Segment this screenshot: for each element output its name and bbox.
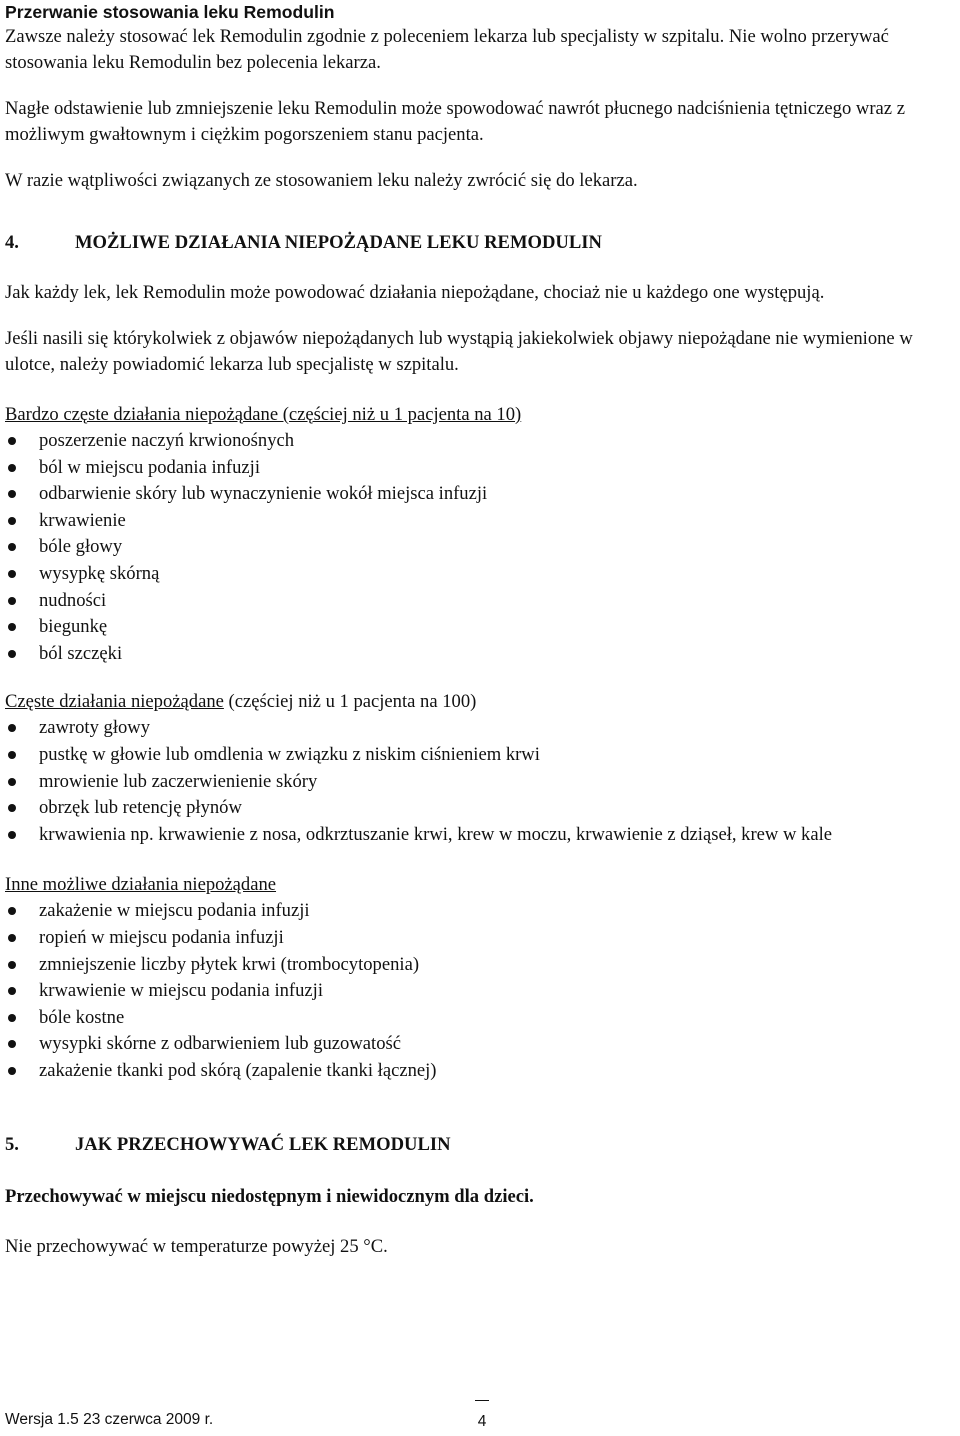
page-number-rule xyxy=(475,1400,489,1401)
list-item-text: obrzęk lub retencję płynów xyxy=(39,797,242,819)
section-5-title: JAK PRZECHOWYWAĆ LEK REMODULIN xyxy=(75,1134,451,1156)
section-4-paragraph-2: Jeśli nasili się którykolwiek z objawów niepożądanych lub wystąpią jakiekolwiek objawy niepożądane nie wymienione w ulotce, należy powiadomić lekarza lub specjalistę w szpitalu. xyxy=(5,328,913,375)
interruption-paragraph-1: Zawsze należy stosować lek Remodulin zgodnie z poleceniem lekarza lub specjalisty w szpitalu. Nie wolno przerywać stosowania leku Remodulin bez polecenia lekarza. xyxy=(5,26,889,73)
interruption-heading: Przerwanie stosowania leku Remodulin xyxy=(5,2,335,22)
list-item xyxy=(5,428,957,455)
bullet-icon xyxy=(8,751,16,759)
list-item-text: zawroty głowy xyxy=(39,717,151,739)
document-page xyxy=(5,0,957,1260)
bullet-icon xyxy=(8,778,16,786)
list-item-text: bóle kostne xyxy=(39,1006,125,1028)
list-item-text: wysypkę skórną xyxy=(39,562,160,584)
interruption-paragraph-2: Nagłe odstawienie lub zmniejszenie leku Remodulin może spowodować nawrót płucnego nadciśnienia tętniczego wraz z możliwym gwałtownym i ciężkim pogorszeniem stanu pacjenta. xyxy=(5,98,905,145)
list-item xyxy=(5,925,957,952)
list-item xyxy=(5,508,957,535)
section-4-heading xyxy=(5,230,957,256)
bullet-icon xyxy=(8,650,16,658)
bullet-icon xyxy=(8,1014,16,1022)
list-item xyxy=(5,715,957,742)
list-item-text: ból w miejscu podania infuzji xyxy=(39,456,261,478)
list-item xyxy=(5,481,957,508)
list-item xyxy=(5,1058,957,1085)
list-item xyxy=(5,1031,957,1058)
bullet-icon xyxy=(8,987,16,995)
bullet-icon xyxy=(8,623,16,631)
list-item-text: pustkę w głowie lub omdlenia w związku z niskim ciśnieniem krwi xyxy=(39,743,540,765)
list-item xyxy=(5,641,957,668)
bullet-icon xyxy=(8,437,16,445)
list-item-text: ból szczęki xyxy=(39,642,123,664)
list-item xyxy=(5,534,957,561)
list-item-text: krwawienie xyxy=(39,509,126,531)
interruption-paragraph-3: W razie wątpliwości związanych ze stosowaniem leku należy zwrócić się do lekarza. xyxy=(5,170,638,191)
list-item-text: zakażenie w miejscu podania infuzji xyxy=(39,900,310,922)
list-item xyxy=(5,588,957,615)
bullet-icon xyxy=(8,907,16,915)
bullet-icon xyxy=(8,961,16,969)
bullet-icon xyxy=(8,597,16,605)
section-5-paragraph: Nie przechowywać w temperaturze powyżej 25 °C. xyxy=(5,1236,388,1258)
common-list xyxy=(5,715,957,848)
list-item-text: wysypki skórne z odbarwieniem lub guzowatość xyxy=(39,1033,401,1055)
other-list xyxy=(5,898,957,1084)
list-item xyxy=(5,455,957,482)
list-item-text: biegunkę xyxy=(39,616,108,638)
bullet-icon xyxy=(8,1040,16,1048)
list-item xyxy=(5,1005,957,1032)
bullet-icon xyxy=(8,1067,16,1075)
common-label-underlined: Częste działania niepożądane xyxy=(5,691,224,713)
bullet-icon xyxy=(8,934,16,942)
common-label-rest: (częściej niż u 1 pacjenta na 100) xyxy=(223,691,477,713)
section-4-paragraph-1: Jak każdy lek, lek Remodulin może powodować działania niepożądane, chociaż nie u każdego one występują. xyxy=(5,282,825,303)
list-item-text: zakażenie tkanki pod skórą (zapalenie tkanki łącznej) xyxy=(39,1059,437,1081)
section-5-heading xyxy=(5,1132,957,1158)
bullet-icon xyxy=(8,464,16,472)
list-item-text: zmniejszenie liczby płytek krwi (trombocytopenia) xyxy=(39,953,420,975)
list-item xyxy=(5,978,957,1005)
list-item-text: poszerzenie naczyń krwionośnych xyxy=(39,430,295,451)
list-item-text: krwawienie w miejscu podania infuzji xyxy=(39,980,323,1002)
list-item-text: ropień w miejscu podania infuzji xyxy=(39,926,284,948)
bullet-icon xyxy=(8,804,16,812)
list-item xyxy=(5,614,957,641)
bullet-icon xyxy=(8,570,16,578)
very-common-label: Bardzo częste działania niepożądane (częściej niż u 1 pacjenta na 10) xyxy=(5,404,522,425)
bullet-icon xyxy=(8,724,16,732)
page-number xyxy=(472,1400,492,1435)
list-item-text: bóle głowy xyxy=(39,536,123,558)
section-4-title: MOŻLIWE DZIAŁANIA NIEPOŻĄDANE LEKU REMODULIN xyxy=(75,232,602,253)
list-item-text: nudności xyxy=(39,589,107,611)
list-item xyxy=(5,742,957,769)
list-item-text: odbarwienie skóry lub wynaczynienie wokół miejsca infuzji xyxy=(39,483,488,505)
section-5-number: 5. xyxy=(5,1134,19,1156)
footer-version: Wersja 1.5 23 czerwca 2009 r. xyxy=(5,1411,214,1428)
list-item-text: mrowienie lub zaczerwienienie skóry xyxy=(39,770,318,792)
very-common-list xyxy=(5,428,957,667)
bullet-icon xyxy=(8,517,16,525)
list-item xyxy=(5,561,957,588)
list-item xyxy=(5,822,957,849)
bullet-icon xyxy=(8,543,16,551)
section-5-bold-paragraph: Przechowywać w miejscu niedostępnym i niewidocznym dla dzieci. xyxy=(5,1186,534,1208)
list-item xyxy=(5,952,957,979)
list-item xyxy=(5,769,957,796)
bullet-icon xyxy=(8,831,16,839)
section-4-number: 4. xyxy=(5,232,19,253)
list-item-text: krwawienia np. krwawienie z nosa, odkrztuszanie krwi, krew w moczu, krwawienie z dziąseł, krew w kale xyxy=(39,823,833,845)
other-label: Inne możliwe działania niepożądane xyxy=(5,874,277,896)
common-label xyxy=(5,689,957,715)
list-item xyxy=(5,898,957,925)
bullet-icon xyxy=(8,490,16,498)
list-item xyxy=(5,795,957,822)
page-number-value: 4 xyxy=(477,1413,487,1430)
